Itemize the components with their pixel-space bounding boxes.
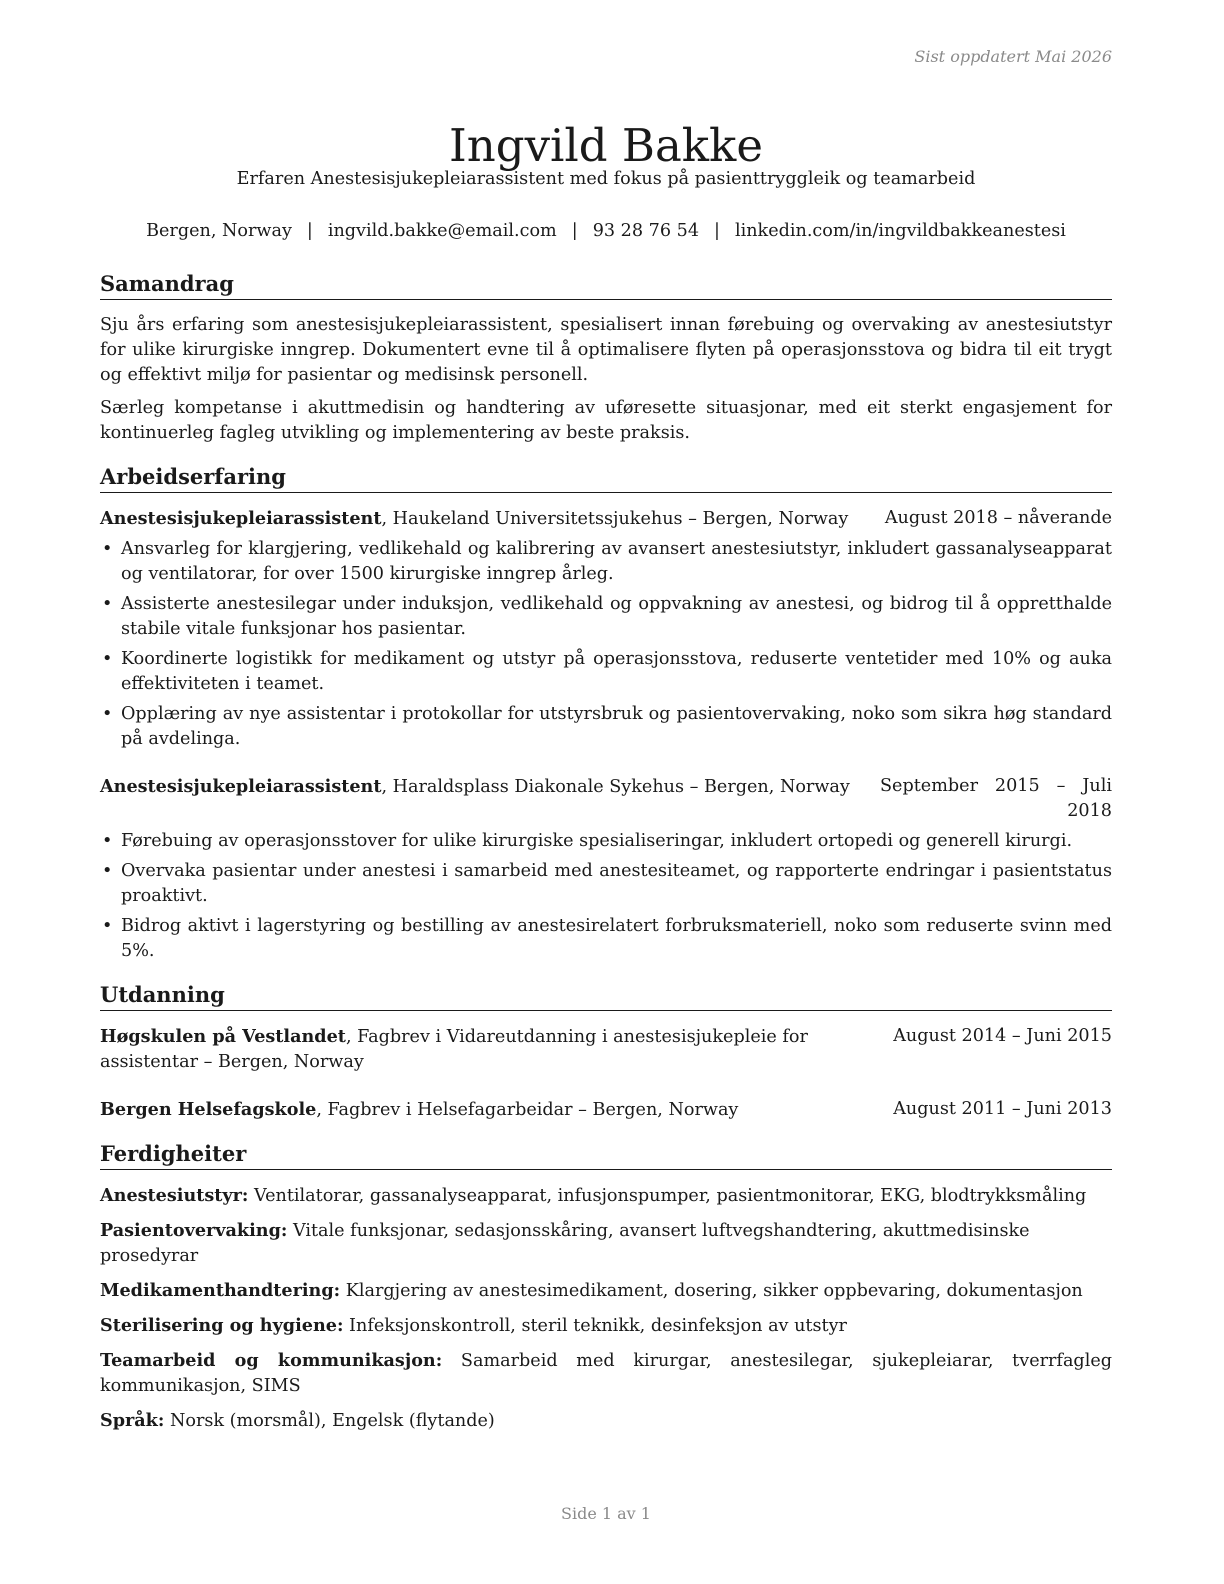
education-detail: , Fagbrev i Vidareutdanning i anestesisjukepleie for assistentar – Bergen, Norway bbox=[100, 1027, 808, 1072]
job-employer: , Haukeland Universitetssjukehus – Bergen, Norway bbox=[381, 509, 849, 529]
bullet-icon: • bbox=[102, 594, 113, 614]
list-item: • Overvaka pasientar under anestesi i samarbeid med anestesiteamet, og rapporterte endringar i pasientstatus proaktivt. bbox=[102, 861, 1112, 906]
education-dates: August 2011 – Juni 2013 bbox=[893, 1099, 1112, 1119]
skill-value: Norsk (morsmål), Engelsk (flytande) bbox=[164, 1411, 495, 1431]
list-item: • Assisterte anestesilegar under induksjon, vedlikehald og oppvakning av anestesi, og bidrog til å oppretthalde stabile vitale funksjonar hos pasientar. bbox=[102, 594, 1112, 639]
job-header bbox=[100, 506, 1112, 532]
contact-email[interactable]: ingvild.bakke@email.com bbox=[327, 221, 557, 241]
bullet-icon: • bbox=[102, 704, 113, 724]
skill-row bbox=[100, 1278, 1112, 1304]
contact-phone[interactable]: 93 28 76 54 bbox=[592, 221, 700, 241]
contact-line bbox=[84, 219, 1128, 244]
job-header bbox=[100, 774, 1112, 824]
skill-label: Teamarbeid og kommunikasjon: bbox=[100, 1350, 443, 1371]
list-item: • Førebuing av operasjonsstover for ulike kirurgiske spesialiseringar, inkludert ortopedi og generell kirurgi. bbox=[100, 829, 1112, 854]
bullet-icon: • bbox=[102, 649, 113, 669]
page-number: Side 1 av 1 bbox=[561, 1504, 651, 1523]
summary-paragraph: Sju års erfaring som anestesisjukepleiarassistent, spesialisert innan førebuing og overvaking av anestesiutstyr for ulike kirurgiske inngrep. Dokumentert evne til å optimalisere flyten på operasjonsstova og bidra til eit trygt og effektivt miljø for pasientar og medisinsk personell. bbox=[100, 315, 1112, 385]
bullet-icon: • bbox=[102, 916, 113, 936]
contact-separator: | bbox=[714, 221, 720, 241]
education-school: Bergen Helsefagskole bbox=[100, 1099, 317, 1120]
skill-row bbox=[100, 1348, 1112, 1399]
skill-row bbox=[100, 1408, 1112, 1434]
skill-value: Ventilatorar, gassanalyseapparat, infusjonspumper, pasientmonitorar, EKG, blodtrykksmåling bbox=[248, 1186, 1087, 1206]
skill-label: Sterilisering og hygiene: bbox=[100, 1315, 344, 1336]
skill-label: Språk: bbox=[100, 1410, 165, 1431]
skill-row bbox=[100, 1313, 1112, 1339]
contact-linkedin[interactable]: linkedin.com/in/ingvildbakkeanestesi bbox=[734, 221, 1066, 241]
tagline: Erfaren Anestesisjukepleiarassistent med fokus på pasienttryggleik og teamarbeid bbox=[236, 169, 976, 189]
skill-value: Klargjering av anestesimedikament, dosering, sikker oppbevaring, dokumentasjon bbox=[340, 1281, 1083, 1301]
last-updated: Sist oppdatert Mai 2026 bbox=[914, 47, 1112, 66]
skill-value: Samarbeid med kirurgar, anestesilegar, sjukepleiarar, tverrfagleg kommunikasjon, SIMS bbox=[100, 1351, 1112, 1396]
resume-content bbox=[100, 270, 1112, 1434]
education-entry bbox=[100, 1024, 1112, 1075]
job-employer: , Haraldsplass Diakonale Sykehus – Bergen, Norway bbox=[381, 777, 850, 797]
job-dates: September 2015 – Juli 2018 bbox=[880, 776, 1112, 821]
summary-paragraph: Særleg kompetanse i akuttmedisin og handtering av uføresette situasjonar, med eit sterkt engasjement for kontinuerleg fagleg utvikling og implementering av beste praksis. bbox=[100, 398, 1112, 443]
skill-value: Vitale funksjonar, sedasjonsskåring, avansert luftvegshandtering, akuttmedisinske prosedyrar bbox=[100, 1221, 1030, 1266]
skill-label: Pasientovervaking: bbox=[100, 1220, 288, 1241]
section-title-experience: Arbeidserfaring bbox=[100, 463, 1112, 493]
education-entry bbox=[100, 1097, 1112, 1123]
list-item: • Bidrog aktivt i lagerstyring og bestilling av anestesirelatert forbruksmateriell, noko som reduserte svinn med 5%. bbox=[102, 916, 1112, 961]
list-item: • Opplæring av nye assistentar i protokollar for utstyrsbruk og pasientovervaking, noko som sikra høg standard på avdelinga. bbox=[102, 704, 1112, 749]
bullet-icon: • bbox=[102, 831, 113, 851]
skill-label: Medikamenthandtering: bbox=[100, 1280, 341, 1301]
skill-value: Infeksjonskontroll, steril teknikk, desinfeksjon av utstyr bbox=[343, 1316, 847, 1336]
section-title-skills: Ferdigheiter bbox=[100, 1140, 1112, 1170]
contact-separator: | bbox=[306, 221, 313, 241]
skill-row bbox=[100, 1218, 1112, 1269]
list-item: • Ansvarleg for klargjering, vedlikehald og kalibrering av avansert anestesiutstyr, inkludert gassanalyseapparat og ventilatorar, for over 1500 kirurgiske inngrep årleg. bbox=[102, 539, 1112, 584]
skill-label: Anestesiutstyr: bbox=[100, 1185, 249, 1206]
job-dates: August 2018 – nåverande bbox=[884, 508, 1112, 528]
education-school: Høgskulen på Vestlandet bbox=[100, 1026, 346, 1047]
contact-location: Bergen, Norway bbox=[146, 221, 292, 241]
job-role: Anestesisjukepleiarassistent bbox=[100, 776, 382, 797]
bullet-icon: • bbox=[102, 861, 113, 881]
education-detail: , Fagbrev i Helsefagarbeidar – Bergen, Norway bbox=[316, 1100, 739, 1120]
resume-page bbox=[100, 0, 1112, 1584]
skill-row bbox=[100, 1183, 1112, 1209]
bullet-icon: • bbox=[102, 539, 113, 559]
job-bullets bbox=[100, 537, 1112, 752]
education-dates: August 2014 – Juni 2015 bbox=[893, 1026, 1112, 1046]
contact-separator: | bbox=[571, 221, 578, 241]
section-title-education: Utdanning bbox=[100, 981, 1112, 1011]
list-item: • Koordinerte logistikk for medikament og utstyr på operasjonsstova, reduserte ventetider med 10% og auka effektiviteten i teamet. bbox=[102, 649, 1112, 694]
job-bullets bbox=[100, 829, 1112, 964]
section-title-summary: Samandrag bbox=[100, 270, 1112, 300]
job-role: Anestesisjukepleiarassistent bbox=[100, 508, 382, 529]
candidate-name: Ingvild Bakke bbox=[449, 119, 763, 173]
